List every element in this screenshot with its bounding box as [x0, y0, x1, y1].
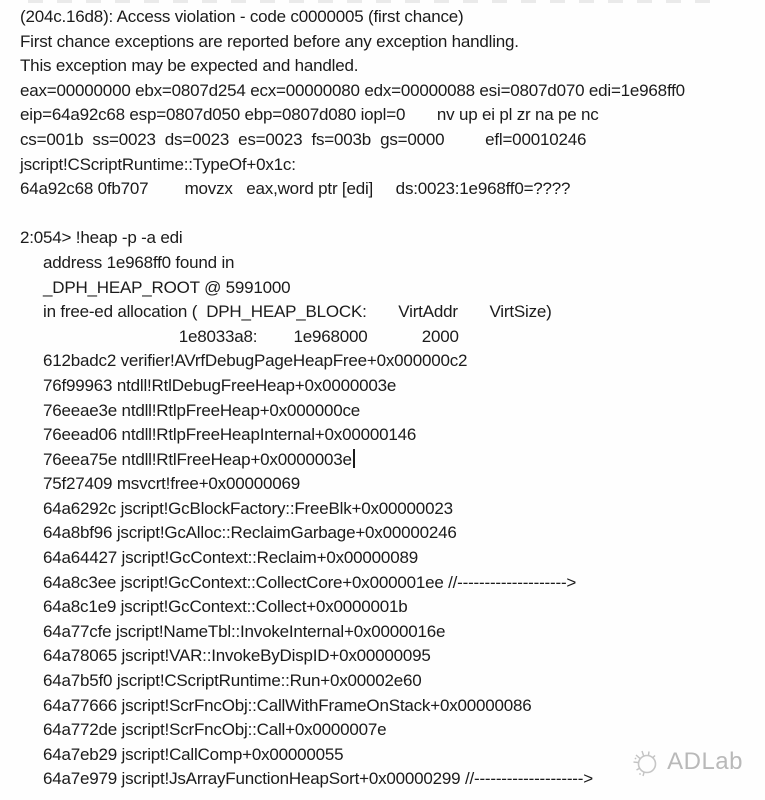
console-line: [0, 349, 765, 374]
console-line-text: 76eeae3e ntdll!RtlpFreeHeap+0x000000ce: [43, 400, 361, 420]
adlab-watermark: [629, 745, 743, 779]
console-line-text: 64a77666 jscript!ScrFncObj::CallWithFrameOnStack+0x00000086: [43, 695, 532, 715]
console-line-text: 75f27409 msvcrt!free+0x00000069: [43, 474, 301, 494]
console-line-text: 64a8c1e9 jscript!GcContext::Collect+0x0000001b: [43, 597, 408, 617]
console-line: [0, 325, 765, 350]
console-line: [0, 5, 765, 30]
console-line: [0, 103, 765, 128]
console-line: [0, 521, 765, 546]
console-line: [0, 153, 765, 178]
console-line: [0, 595, 765, 620]
console-line-text: jscript!CScriptRuntime::TypeOf+0x1c:: [20, 154, 296, 174]
console-line-text: 64a92c68 0fb707 movzx eax,word ptr [edi] ds:0023:1e968ff0=????: [20, 179, 571, 199]
console-line: [0, 669, 765, 694]
console-line: [0, 79, 765, 104]
console-line: [0, 276, 765, 301]
console-line-text: eax=00000000 ebx=0807d254 ecx=00000080 edx=00000088 esi=0807d070 edi=1e968ff0: [20, 80, 685, 100]
console-line-text: 2:054> !heap -p -a edi: [20, 228, 183, 248]
console-line: [0, 644, 765, 669]
console-line-text: 64a7b5f0 jscript!CScriptRuntime::Run+0x00002e60: [43, 671, 422, 691]
console-line: [0, 128, 765, 153]
cropped-text-artifact: [28, 0, 710, 3]
console-line-text: 76eea75e ntdll!RtlFreeHeap+0x0000003e: [43, 449, 352, 469]
console-line-text: 64a77cfe jscript!NameTbl::InvokeInternal+0x0000016e: [43, 621, 446, 641]
console-line-text: 64a8c3ee jscript!GcContext::CollectCore+0x000001ee //-------------------->: [43, 572, 577, 592]
console-line-text: 612badc2 verifier!AVrfDebugPageHeapFree+0x000000c2: [43, 351, 468, 371]
text-caret: [353, 449, 355, 468]
console-line: [0, 472, 765, 497]
console-line: [0, 300, 765, 325]
console-line: [0, 54, 765, 79]
console-line-text: 1e8033a8: 1e968000 2000: [43, 326, 459, 346]
gear-sparkle-icon: [629, 745, 663, 779]
console-line: [0, 546, 765, 571]
console-line: [0, 448, 765, 473]
console-line-text: cs=001b ss=0023 ds=0023 es=0023 fs=003b gs=0000 efl=00010246: [20, 129, 587, 149]
console-line-text: 64a64427 jscript!GcContext::Reclaim+0x00000089: [43, 548, 418, 568]
console-line-text: 64a8bf96 jscript!GcAlloc::ReclaimGarbage+0x00000246: [43, 523, 457, 543]
console-line: [0, 571, 765, 596]
console-line-text: 64a6292c jscript!GcBlockFactory::FreeBlk+0x00000023: [43, 498, 453, 518]
adlab-watermark-text: ADLab: [667, 748, 743, 775]
console-line: [0, 374, 765, 399]
console-line: [0, 177, 765, 202]
console-line-text: (204c.16d8): Access violation - code c0000005 (first chance): [20, 7, 464, 26]
windbg-console-output: [0, 5, 765, 792]
console-line: [0, 30, 765, 55]
console-line: [0, 423, 765, 448]
console-line-text: address 1e968ff0 found in: [43, 252, 235, 272]
console-blank-line: [0, 202, 765, 227]
console-line: [0, 251, 765, 276]
console-line-text: eip=64a92c68 esp=0807d050 ebp=0807d080 iopl=0 nv up ei pl zr na pe nc: [20, 105, 599, 125]
console-line: [0, 399, 765, 424]
console-line: [0, 718, 765, 743]
console-line: [0, 226, 765, 251]
console-line-text: in free-ed allocation ( DPH_HEAP_BLOCK: VirtAddr VirtSize): [43, 302, 552, 322]
console-line-text: 64a772de jscript!ScrFncObj::Call+0x0000007e: [43, 720, 387, 740]
console-line: [0, 694, 765, 719]
console-line-text: 76eead06 ntdll!RtlpFreeHeapInternal+0x00000146: [43, 425, 417, 445]
console-line-text: 64a78065 jscript!VAR::InvokeByDispID+0x00000095: [43, 646, 431, 666]
console-line: [0, 497, 765, 522]
console-line: [0, 620, 765, 645]
console-line-text: First chance exceptions are reported before any exception handling.: [20, 31, 519, 51]
console-line-text: 64a7eb29 jscript!CallComp+0x00000055: [43, 744, 344, 764]
console-line-text: _DPH_HEAP_ROOT @ 5991000: [43, 277, 291, 297]
console-line-text: 64a7e979 jscript!JsArrayFunctionHeapSort+0x00000299 //-------------------->: [43, 769, 593, 789]
console-line-text: 76f99963 ntdll!RtlDebugFreeHeap+0x0000003e: [43, 375, 397, 395]
console-line-text: This exception may be expected and handled.: [20, 56, 359, 76]
